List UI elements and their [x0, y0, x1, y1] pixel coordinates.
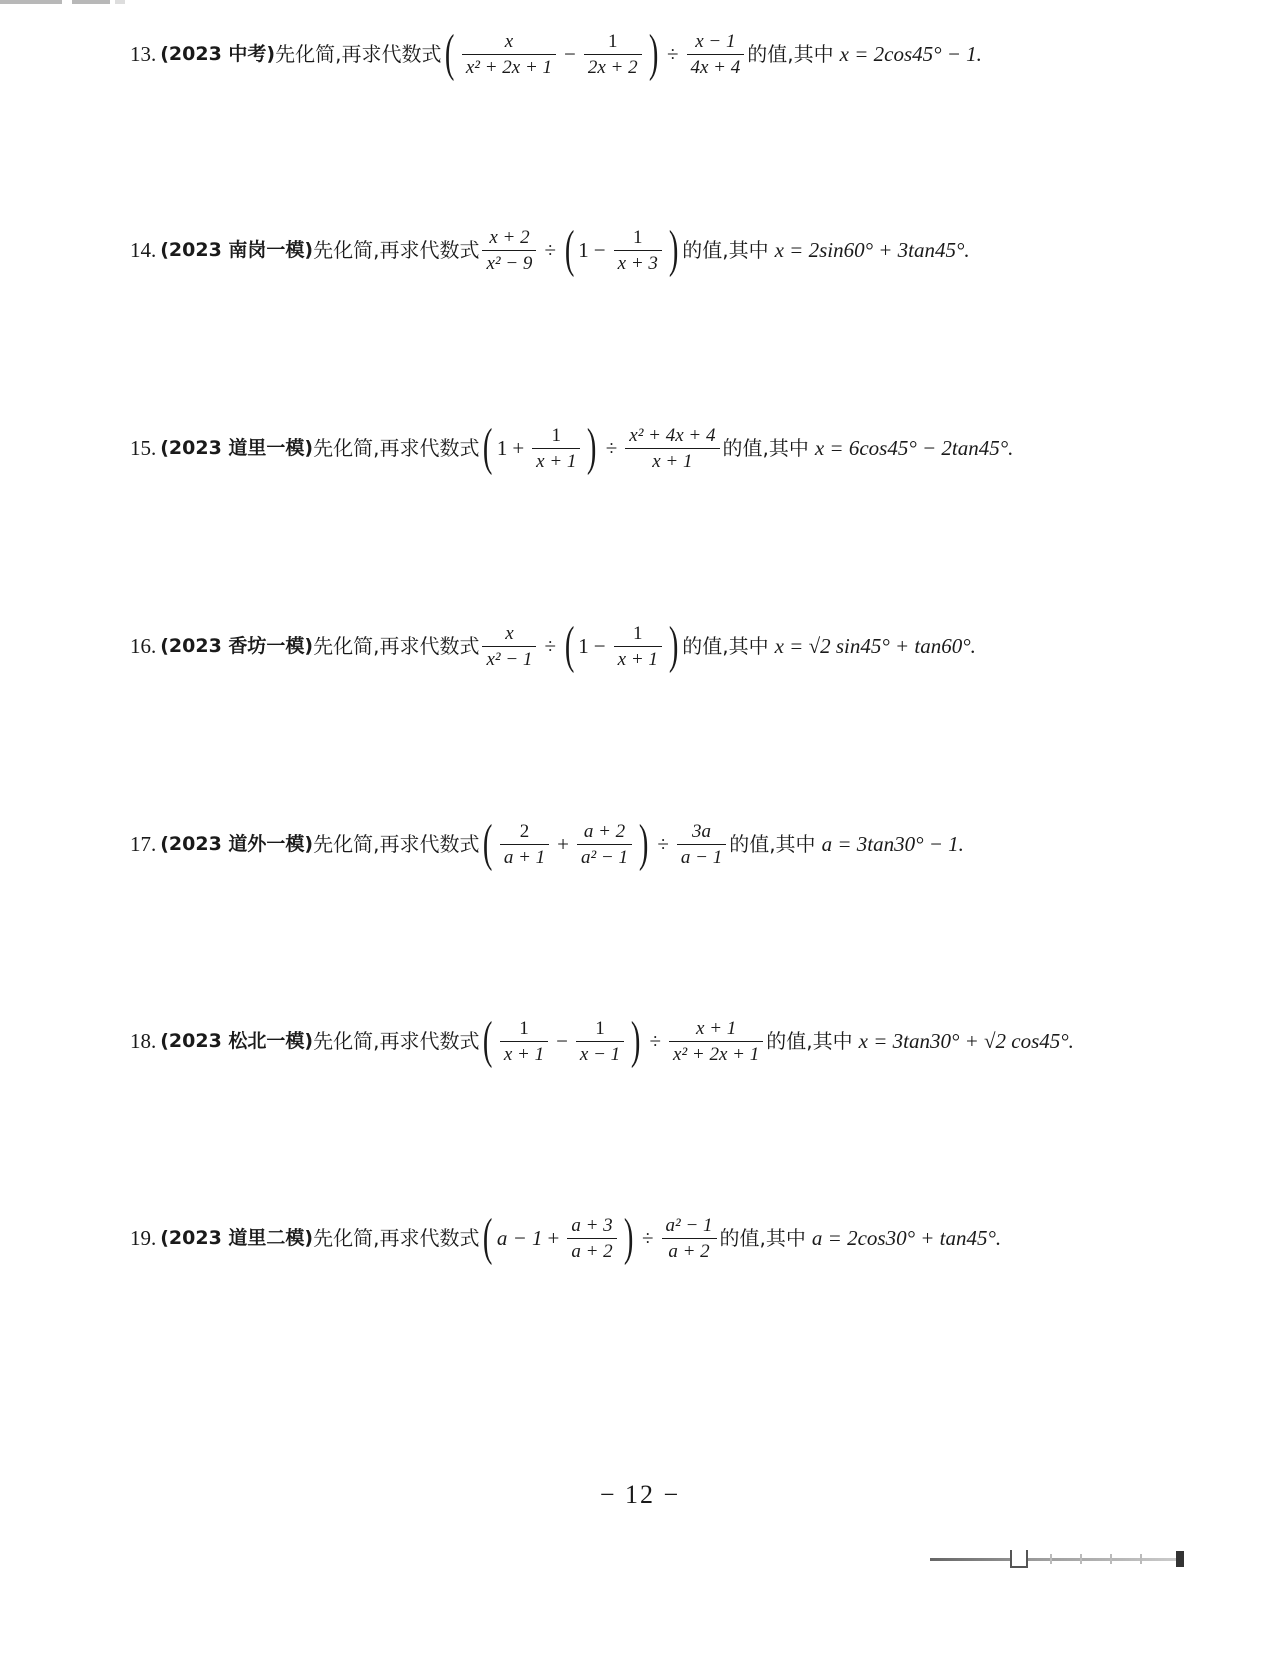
- operator: −: [564, 41, 576, 66]
- problem-19: [130, 1209, 1190, 1266]
- problem-source: (2023 道里二模): [160, 1226, 314, 1249]
- term: 1: [496, 435, 508, 460]
- problem-tail: 的值,其中: [729, 832, 816, 856]
- operator: ÷: [544, 633, 556, 658]
- problem-source: (2023 香坊一模): [160, 634, 314, 657]
- page-number: − 12 −: [599, 1480, 681, 1509]
- problem-task: 先化简,再求代数式: [313, 1226, 480, 1250]
- problem-source: (2023 南岗一模): [160, 238, 314, 261]
- right-paren: ): [638, 815, 649, 872]
- fraction: $\frac{a + 3}{a + 2}$: [567, 1216, 616, 1261]
- fraction: $\frac{a + 2}{\text{a² − 1}}$: [577, 822, 632, 867]
- operator: ÷: [544, 237, 556, 262]
- term: 1: [578, 237, 589, 262]
- problem-source: (2023 道外一模): [160, 832, 314, 855]
- left-paren: (: [483, 815, 493, 872]
- term: 1: [578, 633, 589, 658]
- problem-tail: 的值,其中: [766, 1029, 853, 1053]
- problem-number: 19.: [130, 1225, 157, 1250]
- problem-task: 先化简,再求代数式: [313, 634, 480, 658]
- problem-15: [130, 419, 1190, 476]
- problem-16: [130, 617, 1190, 674]
- operator: −: [556, 1028, 568, 1053]
- left-paren: (: [483, 419, 493, 476]
- problem-task: 先化简,再求代数式: [275, 42, 442, 66]
- operator: ÷: [657, 831, 669, 856]
- operator: +: [557, 831, 569, 856]
- problem-number: 18.: [130, 1028, 157, 1053]
- problem-14: [130, 221, 1190, 278]
- fraction: $\frac{1}{x + 1}$: [532, 426, 580, 471]
- left-paren: (: [445, 25, 455, 82]
- problem-condition: x = √2 sin45° + tan60°.: [774, 633, 976, 658]
- left-paren: (: [564, 221, 575, 278]
- fraction: $\frac{x - 1}{4x + 4}$: [687, 32, 745, 77]
- left-paren: (: [483, 1209, 493, 1266]
- right-paren: ): [648, 25, 659, 82]
- operator: −: [593, 633, 606, 658]
- operator: +: [547, 1225, 560, 1250]
- problem-tail: 的值,其中: [747, 42, 834, 66]
- operator: ÷: [666, 41, 679, 66]
- problem-task: 先化简,再求代数式: [313, 436, 480, 460]
- problem-condition: a = 3tan30° − 1.: [821, 831, 964, 856]
- problem-number: 14.: [130, 237, 157, 262]
- fraction: $\frac{x}{\text{x² + 2x + 1}}$: [462, 32, 556, 77]
- problem-17: [130, 815, 1190, 872]
- scan-footer-bar: [930, 1548, 1190, 1568]
- problem-tail: 的值,其中: [682, 634, 769, 658]
- problem-condition: a = 2cos30° + tan45°.: [811, 1225, 1002, 1250]
- problem-number: 15.: [130, 435, 157, 460]
- right-paren: ): [668, 617, 679, 674]
- problem-task: 先化简,再求代数式: [313, 832, 480, 856]
- left-paren: (: [564, 617, 575, 674]
- fraction: $\frac{1}{x - 1}$: [576, 1019, 624, 1064]
- problem-condition: x = 2sin60° + 3tan45°.: [774, 237, 970, 262]
- problem-tail: 的值,其中: [719, 1226, 806, 1250]
- right-paren: ): [623, 1209, 634, 1266]
- operator: ÷: [605, 435, 618, 460]
- right-paren: ): [631, 1012, 641, 1069]
- problem-condition: x = 3tan30° + √2 cos45°.: [858, 1028, 1074, 1053]
- problem-number: 17.: [130, 831, 157, 856]
- fraction: $\frac{1}{x + 1}$: [500, 1019, 548, 1064]
- problem-13: [130, 25, 1190, 82]
- right-paren: ): [587, 419, 597, 476]
- problem-tail: 的值,其中: [682, 238, 769, 262]
- problem-source: (2023 松北一模): [160, 1029, 314, 1052]
- left-paren: (: [483, 1012, 493, 1069]
- fraction: $\frac{\text{a² − 1}}{a + 2}$: [662, 1216, 717, 1261]
- fraction: $\frac{x}{\text{x² − 1}}$: [482, 624, 536, 669]
- fraction: $\frac{2}{a + 1}$: [500, 822, 549, 867]
- problem-task: 先化简,再求代数式: [313, 1029, 480, 1053]
- operator: ÷: [649, 1028, 662, 1053]
- problem-source: (2023 道里一模): [160, 436, 314, 459]
- fraction: $\frac{3a}{a - 1}$: [677, 822, 726, 867]
- fraction: $\frac{\text{x² + 4x + 4}}{x + 1}$: [625, 426, 719, 471]
- problem-number: 13.: [130, 41, 157, 66]
- problem-tail: 的值,其中: [722, 436, 809, 460]
- problem-number: 16.: [130, 633, 157, 658]
- problem-condition: x = 2cos45° − 1.: [839, 41, 982, 66]
- operator: ÷: [641, 1225, 654, 1250]
- operator: +: [512, 435, 525, 460]
- fraction: $\frac{1}{x + 3}$: [614, 228, 662, 273]
- term: a − 1: [496, 1225, 543, 1250]
- operator: −: [593, 237, 606, 262]
- problem-condition: x = 6cos45° − 2tan45°.: [814, 435, 1014, 460]
- fraction: $\frac{x + 1}{\text{x² + 2x + 1}}$: [669, 1019, 763, 1064]
- problem-18: [130, 1012, 1190, 1069]
- problem-task: 先化简,再求代数式: [313, 238, 480, 262]
- scan-edge-marks: [0, 0, 130, 4]
- fraction: $\frac{1}{x + 1}$: [614, 624, 662, 669]
- problem-source: (2023 中考): [160, 42, 276, 65]
- fraction: $\frac{x + 2}{\text{x² − 9}}$: [482, 228, 536, 273]
- fraction: $\frac{1}{2x + 2}$: [584, 32, 642, 77]
- right-paren: ): [668, 221, 679, 278]
